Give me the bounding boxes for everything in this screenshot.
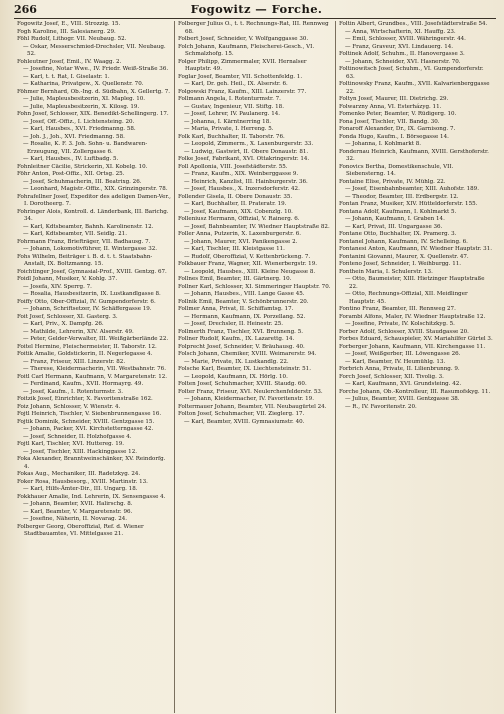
directory-entry: — Julie, Mapleusbesitzerin, XI. Mapleg. 10. [23, 96, 146, 102]
directory-entry: — Johann, Schriftsetzer, IV. Schäffergasse 19. [23, 306, 152, 312]
directory-entry: Folk Karl, Buchhalter, II. Taborstr. 76. [178, 133, 285, 140]
directory-entry: Fojtik Dominik, Schneider, XVIII. Gentzgasse 15. [17, 418, 155, 425]
directory-entry: — Josef, Hausbes., X. Inzersdorferstr. 42. [184, 186, 300, 192]
directory-entry: — Therese, Kleidermacherin, VII. Westbahnstr. 76. [23, 366, 166, 372]
directory-entry: Foka Alexander, Branntweinschänker, XV. Reindorfg. 4. [17, 456, 166, 470]
directory-entry: — Josefine, Private, IV. Kolschitzkyg. 5. [345, 321, 455, 327]
directory-entry: Folton Josef, Schuhmacher, VII. Zieglerg. 17. [178, 411, 305, 417]
directory-entry: Fonthein Maria, I. Schulerstr. 13. [339, 268, 433, 275]
directory-entry: Folberger Julius O., t. t. Rechnungs-Rat, III. Rennweg 68. [178, 21, 329, 35]
directory-entry: — Theodor, Beamter, III. Erdbergstr. 12. [345, 193, 459, 200]
directory-entry: — Julie, Mapleusbesitzerin, X. Kilosg. 19. [23, 103, 140, 110]
page-header [14, 2, 496, 19]
directory-entry: Folkbauer Franz, Wagner, XII. Wienerbergstr. 19. [178, 261, 318, 267]
directory-entry: Fonaroff Alexander, Dr., IX. Garnisong. 7. [339, 126, 456, 132]
directory-entry: Follmerth Franz, Tischler, XVI. Brunneng. 5. [178, 328, 303, 335]
directory-entry: Follnes Emil, Beamter, III. Gärtnerg. 10. [178, 276, 292, 282]
directory-entry: — Gustav, Ingenieur, VII. Stiftg. 18. [184, 103, 284, 110]
directory-entry: Fontaine Elise, Private, IV. Mühlg. 22. [339, 178, 446, 185]
directory-entry: Foitl Carl Hermann, Kaufmann, V. Margaretenstr. 12. [17, 373, 168, 380]
directory-entry: — Josef, Kaufm., I. Rotenturmstr. 3. [23, 388, 123, 395]
directory-entry: — Josef, Tischler, XIII. Hackinggasse 12. [23, 448, 137, 455]
column-right [335, 21, 496, 713]
directory-entry: — Josefa, XIV. Sperrg. 7. [23, 283, 92, 290]
directory-entry: Fonda Hugo, Kaufm., I. Börsegasse 14. [339, 133, 449, 140]
directory-entry: — Karl, Tischler, III. Kleistgasse 11. [184, 246, 285, 252]
directory-entry: — Karl, Hilfs-Ämter-Dir., III. Ungarg. 18. [23, 486, 138, 492]
directory-entry: Forche Johann, Ob.-Kontrolleur, III. Rasumofskyg. 11. [339, 388, 491, 395]
directory-entry: Follnik Emil, Beamter, V. Schönbrunnerstr. 20. [178, 298, 309, 305]
directory-entry: Foglar Josef, Beamter, VII. Schottenfeldg. 1. [178, 73, 303, 80]
directory-entry: Fohnleitner Cäcilie, Strickerin, XI. Kobelg. 10. [17, 163, 148, 170]
directory-entry: Fohringer Alois, Kontroll. d. Länderbank, III. Barichg. 34. [17, 208, 169, 222]
directory-entry: Folke Josef, Fabrikant, XVI. Ottakringerstr. 14. [178, 156, 310, 162]
directory-entry: — Karl, Privat, III. Ungargasse 36. [345, 223, 443, 230]
directory-entry: — Karl, Beamter, XVIII. Gymnasiumstr. 40. [184, 418, 305, 425]
directory-entry: Fontanel Johann, Kaufmann, IV. Schelleing. 6. [339, 238, 468, 245]
directory-entry: Folbert Josef, Schneider, V. Wolfganggasse 30. [178, 36, 309, 42]
directory-entry: — Rudolf, Oberoffizial, V. Kettenbrückeng. 7. [184, 253, 311, 260]
directory-entry: — Josef, Weißgerber, III. Löwengasse 26. [345, 351, 461, 357]
directory-entry: — Karl, Hausbes., XVI. Friedmanng. 58. [23, 126, 136, 132]
directory-entry: — Leopold, Hausbes., XIII. Kleine Neugasse 8. [184, 268, 316, 275]
directory-entry: — Leopold, Zimmerm., X. Laxenburgerstr. 33. [184, 141, 314, 147]
directory-entry: Folgowski Franz, Kaufm., XIII. Lainzerstr. 77. [178, 88, 307, 95]
directory-entry: — Josef, Eisenbahnbeamter, XIII. Auhofstr. 189. [345, 186, 479, 192]
directory-entry: — Karl, t. t. Rat, I. Giselastr. 1. [23, 73, 110, 80]
directory-entry: — Josef, Schneider, II. Holzhofgasse 4. [23, 433, 132, 440]
directory-entry: — Joh. J., Joh., XVI. Friedmanng. 58. [23, 133, 125, 140]
directory-entry: Folsche Karl, Beamter, IX. Liechtensteinstr. 51. [178, 366, 311, 372]
directory-entry: — Hermann, Kaufmann, IX. Porzellang. 52. [184, 313, 306, 320]
directory-entry: Fonteno Josef, Schneider, I. Weihburgg. 11. [339, 261, 462, 267]
directory-entry: Foker Rosa, Hausbesorg., XVIII. Martinstr. 13. [17, 478, 148, 485]
directory-entry: Follner Karl, Schlosser, XI. Simmeringer Hauptstr. 70. [178, 283, 331, 290]
directory-entry: — Ferdinand, Kaufm., XVII. Hormayrg. 49. [23, 381, 144, 387]
directory-entry: — Johanna, I. Kärntnerring 18. [184, 118, 271, 125]
directory-entry: — Oskar, Messerschmied-Drechsler, VII. Neubaug. 52. [23, 43, 166, 57]
directory-entry: — Karl, Hausbes., IV. Luftbadg. 5. [23, 156, 119, 162]
directory-entry: Foiffy Otto, Ober-Offizial, IV. Gumpendorferstr. 6. [17, 298, 156, 305]
directory-entry: Foll Apollonia, VIII. Josefstädterstr. 55. [178, 163, 288, 170]
directory-entry: — Johann, Kaufmann, I. Graben 14. [345, 216, 445, 222]
directory-entry: Folch Johann, Kaufmann, Fleischerei-Gesch., VI. Schmalzhofg. 15. [178, 43, 315, 57]
directory-entry: Fontan Franz, Musiker, XIV. Hütteldorferstr. 155. [339, 201, 478, 207]
directory-entry: Fohrafellner Josef, Expeditor des adeligen Damen-Ver., I. Dorotheerg. 7. [17, 193, 171, 207]
directory-entry: — Franz, Kaufm., XIX. Weinberggasse 9. [184, 171, 299, 177]
directory-entry: Foltyn Josef, Maurer, III. Dietrichg. 29. [339, 96, 449, 102]
directory-entry: — Katharina, Privatgew., X. Quellenstr. 70. [23, 81, 144, 87]
directory-entry: Fontino Franz, Beamter, III. Rennweg 27. [339, 306, 456, 312]
directory-entry: — Julius, Beamter, XVIII. Gentzgasse 38. [345, 396, 460, 402]
directory-entry: Follmann Angela, I. Rotenturmstr. 7. [178, 96, 281, 102]
directory-entry: — Josef, Lehrer, IV. Paulanerg. 14. [184, 111, 281, 117]
directory-entry: — Anna, Wirtschafterin, XI. Hauffg. 23. [345, 28, 456, 35]
directory-entry: Fokas Aug., Mechaniker, III. Radetzkyg. 24. [17, 471, 141, 477]
column-left [14, 21, 174, 713]
directory-entry: Föhl Rudolf, Lithogr. VII. Neubaug. 52. [17, 36, 127, 42]
directory-entry: Folwarzny Anna, VI. Esterházyg. 11. [339, 103, 442, 110]
directory-entry: Forambi Alfons, Maler, IV. Wiedner Hauptstraße 12. [339, 313, 486, 320]
directory-entry: — Karl, Kdtsbeamter, VII. Seidlg. 21. [23, 231, 127, 237]
directory-entry: — Mathilde, Lehrerin, XIV. Alserstr. 49. [23, 328, 134, 335]
directory-entry: Folberger Georg, Oberoffizial, Ref. d. Wiener Stadtbauamtes, VI. Mittelgasse 21. [17, 523, 144, 537]
page-number: 266 [14, 3, 37, 16]
page-title: Fogowitz — Forche. [190, 2, 323, 16]
directory-entry: Fojtl Heinrich, Tischler, V. Siebenbrunnengasse 16. [17, 411, 162, 417]
directory-entry: Fohn Josef, Schlosser, XIX. Benedikt-Schellingerg. 17. [17, 111, 169, 117]
directory-entry: — Karl, Beamter, V. Margaretenstr. 96. [23, 508, 133, 515]
directory-entry: — Franz, Friseur, XIII. Linzerstr. 82. [23, 358, 126, 365]
directory-entry: Foltinowsky Franz, Kaufm., XVII. Kalvarienberggasse 22. [339, 81, 490, 95]
directory-entry: — Leonhard, Magistr.-Offiz., XIX. Grinzingerstr. 78. [23, 186, 168, 192]
directory-entry: — Karl, Kaufmann, XVI. Grundsteing. 42. [345, 381, 462, 387]
directory-entry: Fomenko Peter, Beamter, V. Rüdigerg. 10. [339, 111, 457, 117]
directory-entry: Folten Josef, Schuhmacher, XVIII. Staudg. 60. [178, 381, 307, 387]
directory-entry: — Josef, Drechsler, II. Heinestr. 25. [184, 321, 284, 327]
columns [14, 21, 496, 713]
directory-entry: Föhr Anton, Post-Offiz., XII. Ortsg. 25. [17, 171, 125, 177]
directory-entry: — Franz, Graveur, XVI. Lindauerg. 14. [345, 43, 454, 50]
directory-entry: — Josefine, Notar Wwe., IV. Friedr. Weiß-Straße 36. [23, 66, 169, 72]
directory-entry: Forch Josef, Schlosser, XII. Tivolig. 3. [339, 373, 444, 380]
directory-entry: Foichtinger Josef, Gymnasial-Prof., XVIII. Gentzg. 67. [17, 268, 167, 275]
directory-entry: Foltinowitsch Josef, Schuhm., VI. Gumpendorferstr. 63. [339, 66, 484, 80]
directory-entry: — Peter, Gelder-Verwalter, III. Weißgärberlände 22. [23, 336, 169, 342]
directory-entry: — Josef, Kaufmann, XIX. Cobenzlg. 10. [184, 208, 293, 215]
directory-entry: Foiz Johann, Schlosser, V. Wienstr. 4. [17, 403, 121, 410]
directory-entry: — Johanna, I. Kohlmarkt 8. [345, 141, 421, 147]
directory-entry: — Otto, Baumeister, XIII. Hietzinger Hauptstraße 22. [345, 276, 485, 290]
directory-entry: Follmer Anna, Privat, II. Schiffamtsg. 17. [178, 306, 294, 312]
directory-entry: Foitel Hermine, Fleischermeister, II. Taborstr. 12. [17, 343, 157, 350]
directory-entry: — Josef, Off.-Offiz., I. Lichtensteing. 20. [23, 118, 135, 125]
directory-entry: Forbrich Anna, Private, II. Lilienbrunng. 9. [339, 366, 460, 372]
directory-entry: — Leopold, Kaufmann, IX. Hörlg. 10. [184, 373, 288, 380]
directory-entry: Fonovics Bertha, Domestikenschule, VII. Siebensterng. 14. [339, 163, 454, 177]
directory-entry: — Johann, Hausbes., VIII. Lange Gasse 45. [184, 291, 305, 297]
directory-entry: Foller Anna, Putzerin, X. Laxenburgerstr. 6. [178, 231, 302, 237]
directory-entry: Foltinek Adolf, Schuhm., II. Hanovergasse 3. [339, 51, 465, 57]
directory-entry: — Johann, Packer, XVI. Kirchstetterngasse 42. [23, 426, 154, 432]
directory-entry: Foltermauer Johann, Beamter, VII. Neubaugürtel 24. [178, 403, 327, 410]
directory-entry: Fohs Wilhelm, Beiträger i. B. d. t. t. Staatsbahn-Anstalt, IX. Boltzmanng. 15. [17, 253, 153, 267]
directory-entry: Forbes Eduard, Schauspieler, XV. Mariahilfer Gürtel 3. [339, 336, 493, 342]
directory-entry: Fontanini Giovanni, Maurer, X. Quellenstr. 47. [339, 253, 469, 260]
directory-entry: — R., IV. Favoritenstr. 20. [345, 403, 417, 410]
directory-entry: — Josefine, Näherin, II. Novarag. 24. [23, 516, 128, 522]
directory-entry: Foidl Johann, Musiker, V. Kohlg. 37. [17, 276, 118, 282]
directory-entry: — Rosalie, K. F. 3. Joh. Sohn- u. Bandwaren-Erzeugung, VII. Zollergasse 6. [23, 141, 148, 155]
directory-entry: Follner Rudolf, Kaufm., IX. Lazarettg. 14. [178, 336, 295, 342]
directory-entry: — Emil, Schlosser, XVIII. Währingerstr. 44. [345, 36, 466, 42]
directory-entry: Fontana Adolf, Kaufmann, I. Kohlmarkt 5. [339, 208, 457, 215]
directory-entry: Foitzik Josef, Einrichter, X. Favoritenstraße 162. [17, 396, 153, 402]
directory-entry: — Johann, Schneider, XVI. Hasnerstr. 70. [345, 58, 461, 65]
directory-entry: — Karl, Beamter, IV. Heumühlg. 13. [345, 358, 446, 365]
directory-entry: — Heinrich, Kanzlist, III. Hainburgerstr. 36. [184, 178, 308, 185]
directory-entry: Fojtl Karl, Tischler, XVI. Huttereg. 19. [17, 441, 125, 447]
directory-entry: Folger Philipp, Zimmermaler, XVII. Hernalser Hauptstr. 49. [178, 58, 307, 72]
directory-entry: — Johann, Kleidermacher, IV. Favoritenstr. 19. [184, 396, 314, 402]
directory-entry: Fokkhauer Amalie, Ind. Lehrerin, IX. Sensengasse 4. [17, 493, 166, 500]
directory-entry: Folter Franz, Friseur, XVI. Neulerchenfelderstr. 53. [178, 388, 323, 395]
directory-entry: — Marie, Private, IX. Lustkandlg. 22. [184, 358, 289, 365]
column-middle [174, 21, 335, 713]
directory-entry: — Johann, Maurer, XVI. Panikengasse 2. [184, 238, 298, 245]
directory-entry: — Maria, Private, I. Herreng. 5. [184, 126, 274, 132]
directory-entry: — Otto, Rechnungs-Offizial, XII. Meidlinger Hauptstr. 45. [345, 291, 468, 305]
directory-entry: — Karl, Priv., X. Dampfg. 26. [23, 321, 104, 327]
directory-entry: — Karl, Buchhalter, II. Prateratr. 19. [184, 201, 287, 207]
directory-entry: Föhmer Bernhard, Ob.-Ing. d. Südbahn, X. Gellertg. 7. [17, 88, 170, 95]
directory-entry: — Rosalia, Hausbesitzerin, IX. Lustkandlgasse 8. [23, 291, 161, 297]
directory-entry: Fontanesi Anton, Kaufmann, IV. Wiedner Hauptstr. 31. [339, 246, 492, 252]
directory-entry: Fogowitz Josef, E., VIII. Strozzig. 15. [17, 21, 121, 27]
directory-entry: Fona Josef, Tischler, VII. Bandg. 30. [339, 118, 440, 125]
directory-entry: Forberger Johann, Kaufmann, VII. Kirchengasse 11. [339, 343, 486, 350]
directory-entry: Folprecht Josef, Schneider, V. Bräuhausg. 40. [178, 343, 305, 350]
directory-entry: Foit Josef, Schlosser, XI. Gasterg. 3. [17, 313, 118, 320]
directory-entry: Folsch Johann, Chemiker, XVIII. Weimarerstr. 94. [178, 351, 317, 357]
directory-entry: Fogh Karoline, III. Salesianerg. 29. [17, 28, 116, 35]
directory-entry: Fohrmann Franz, Briefträger, VII. Badhausg. 7. [17, 238, 151, 245]
directory-entry: Fohleutner Josef, Emil., IV. Waagg. 2. [17, 58, 122, 65]
directory-entry: — Ludwig, Gastwirt, II. Obere Donaustr. 81. [184, 148, 309, 155]
directory-entry: — Johann, Beamter, XVII. Halirschg. 8. [23, 501, 133, 507]
directory-entry: Follender Gisela, II. Obere Donaustr. 35. [178, 193, 293, 200]
directory-entry: Foltin Albert, Grundbes., VIII. Josefstädterstraße 54. [339, 21, 488, 27]
directory-entry: — Johann, Lokomotivführer, II. Wintergasse 32. [23, 246, 158, 252]
directory-entry: — Karl, Dr. geh. Heil., IX. Alserstr. 6. [184, 81, 288, 87]
directory-entry: — Josef, Bahnbeamter, IV. Wiedner Hauptstraße 82. [184, 223, 330, 230]
directory-entry: Forber Adolf, Schlosser, XVIII. Staudgasse 20. [339, 328, 469, 335]
directory-entry: Fontane Otto, Buchhalter, IX. Pramerg. 3. [339, 231, 457, 237]
directory-entry: Foitik Amalie, Goldstickerin, II. Negerlegasse 4. [17, 351, 153, 357]
directory-entry: — Karl, Kdtsbeamter, Bahnh. Karolinenstr. 12. [23, 223, 154, 230]
directory-entry: Fondernau Heinrich, Kaufmann, XVIII. Gersthoferstr. 32. [339, 148, 489, 162]
directory-entry: — Josef, Schuhmacherin, III. Beatrixg. 26. [23, 178, 142, 185]
directory-entry: Folleniusz Hermann, Offizial, V. Rainerg. 6. [178, 216, 300, 222]
